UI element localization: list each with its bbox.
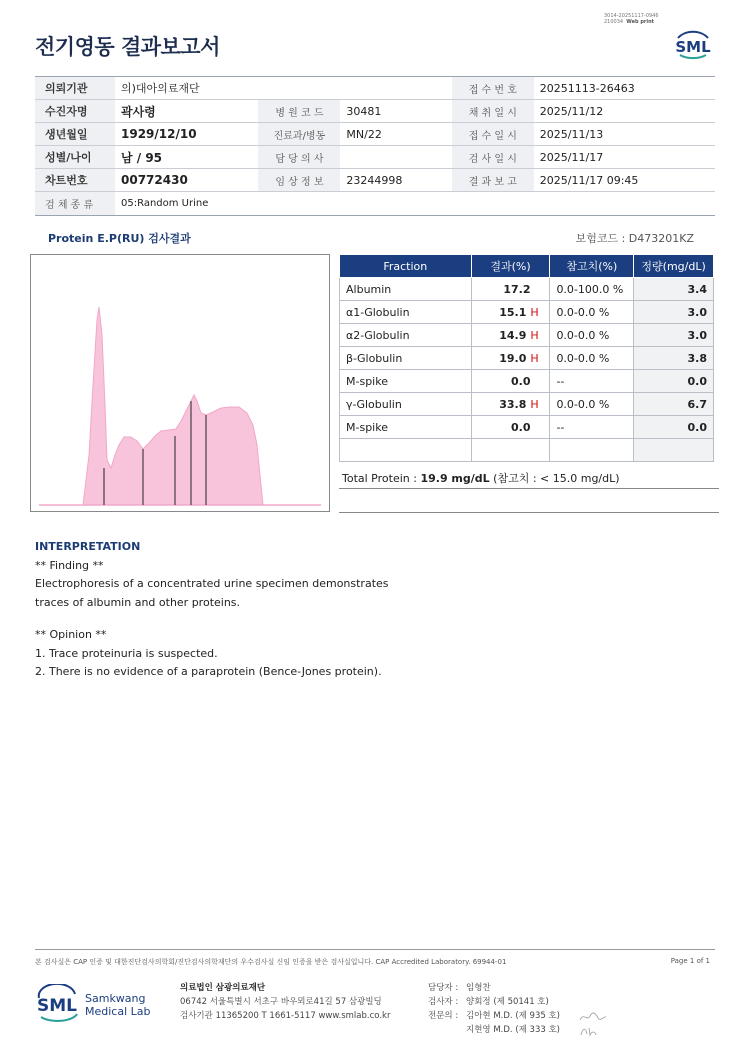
fraction-result-cell: [471, 416, 550, 439]
fraction-result-cell: [471, 301, 550, 324]
sml-logo: [672, 26, 714, 62]
opinion-heading: ** Opinion **: [35, 628, 107, 641]
fraction-result: 33.8: [499, 397, 527, 411]
insurance-code: 보험코드 : D473201KZ: [575, 232, 694, 245]
info-row: [35, 146, 715, 169]
col-header-reference: 참고치(%): [550, 255, 634, 278]
fraction-name: Albumin: [340, 278, 472, 301]
staff-name: 지현영 M.D. (제 333 호): [466, 1025, 561, 1035]
web-print-label: Web print: [626, 19, 655, 25]
info-value: 1929/12/10: [115, 123, 258, 146]
samkwang-logo-mark: SML: [37, 996, 77, 1016]
densitometry-curve: [39, 307, 321, 505]
staff-role: [428, 1023, 466, 1037]
staff-name: 김아현 M.D. (제 935 호): [466, 1011, 561, 1021]
fraction-amount: 3.4: [634, 278, 714, 301]
print-code-line1: 3014-20251117-0946: [604, 13, 659, 19]
info-value: 남 / 95: [115, 146, 258, 169]
accreditation-note: 본 검사실은 CAP 인증 및 대한진단검사의학회/진단검사의학재단의 우수검사실 신임 인증을 받은 검사실입니다. CAP Accredited Laboratory. 69944-01: [35, 958, 507, 966]
fraction-result: 0.0: [510, 420, 531, 434]
col-header-amount: 정량(mg/dL): [634, 255, 714, 278]
info-value: 2025/11/13: [534, 123, 715, 146]
page-number: Page 1 of 1: [670, 957, 710, 965]
fraction-result-cell: [471, 324, 550, 347]
info-row: [35, 123, 715, 146]
staff-role: 전문의 :: [428, 1011, 459, 1021]
info-label: 접 수 번 호: [452, 77, 534, 100]
interpretation: [35, 538, 389, 682]
info-row: [35, 192, 715, 216]
patient-info-table: [35, 76, 715, 216]
info-label: 성별/나이: [35, 146, 115, 169]
report-title: 전기영동 결과보고서: [35, 35, 220, 59]
info-value: 00772430: [115, 169, 258, 192]
fraction-row: [340, 393, 714, 416]
total-protein: [339, 470, 719, 489]
logo-name-line2: Medical Lab: [85, 1005, 151, 1018]
fraction-result: 14.9: [499, 328, 527, 342]
info-label: 검 사 일 시: [452, 146, 534, 169]
info-value: 2025/11/17 09:45: [534, 169, 715, 192]
fraction-result-cell: [471, 278, 550, 301]
fraction-result: 17.2: [503, 282, 531, 296]
fraction-row: [340, 416, 714, 439]
fraction-name: M-spike: [340, 416, 472, 439]
info-label: 차트번호: [35, 169, 115, 192]
fraction-amount: 0.0: [634, 416, 714, 439]
finding-heading: ** Finding **: [35, 558, 104, 572]
staff-role: 담당자 :: [428, 983, 459, 993]
finding-text: traces of albumin and other proteins.: [35, 595, 241, 609]
opinion-text: 2. There is no evidence of a paraprotein (Bence-Jones protein).: [35, 665, 382, 678]
fraction-result: 19.0: [499, 351, 527, 365]
organization-info: [180, 981, 390, 1023]
fraction-row: [340, 301, 714, 324]
samkwang-logo: [35, 984, 165, 1024]
print-code-line2: 210034: [604, 19, 624, 25]
fraction-amount: 3.0: [634, 301, 714, 324]
fraction-reference: --: [550, 416, 634, 439]
total-protein-label: Total Protein :: [342, 472, 421, 485]
signature-2: [578, 1024, 602, 1038]
sml-logo-text: SML: [675, 38, 711, 56]
fraction-flag: H: [530, 351, 539, 365]
total-protein-ref: (참고치 : < 15.0 mg/dL): [489, 472, 620, 485]
fraction-reference: 0.0-0.0 %: [550, 393, 634, 416]
fraction-row: [340, 347, 714, 370]
info-row: [35, 100, 715, 123]
fraction-name: α2-Globulin: [340, 324, 472, 347]
info-label: 결 과 보 고: [452, 169, 534, 192]
fraction-flag: H: [530, 305, 539, 319]
section-title: Protein E.P(RU) 검사결과: [48, 232, 191, 245]
fraction-result-cell: [471, 393, 550, 416]
fraction-name: M-spike: [340, 370, 472, 393]
info-value: 20251113-26463: [534, 77, 715, 100]
fraction-reference: 0.0-100.0 %: [550, 278, 634, 301]
fraction-row: [340, 324, 714, 347]
fraction-amount: 0.0: [634, 370, 714, 393]
finding-text: Electrophoresis of a concentrated urine specimen demonstrates: [35, 577, 389, 590]
opinion-text: 1. Trace proteinuria is suspected.: [35, 646, 218, 660]
info-label: 채 취 일 시: [452, 100, 534, 123]
info-value: 곽사령: [115, 100, 258, 123]
org-name: 의료법인 삼광의료재단: [180, 983, 266, 993]
info-value: 05:Random Urine: [115, 192, 715, 216]
col-header-fraction: Fraction: [340, 255, 472, 278]
staff-name: 임형찬: [466, 983, 491, 993]
info-label: 진료과/병동: [258, 123, 340, 146]
fraction-name: α1-Globulin: [340, 301, 472, 324]
fraction-flag: H: [530, 397, 539, 411]
fraction-name: γ-Globulin: [340, 393, 472, 416]
fraction-result: 15.1: [499, 305, 527, 319]
staff-info: [428, 981, 560, 1037]
fraction-row: [340, 278, 714, 301]
signature-1: [578, 1010, 608, 1024]
staff-role: 검사자 :: [428, 997, 459, 1007]
fraction-amount: 3.8: [634, 347, 714, 370]
total-protein-value: 19.9 mg/dL: [420, 472, 490, 485]
info-label: 병 원 코 드: [258, 100, 340, 123]
divider: [339, 512, 719, 513]
fraction-name: β-Globulin: [340, 347, 472, 370]
fraction-table: [339, 254, 714, 462]
info-value: MN/22: [340, 123, 451, 146]
fraction-header-row: [340, 255, 714, 278]
info-value: 2025/11/12: [534, 100, 715, 123]
org-contact: 검사기관 11365200 T 1661-5117 www.smlab.co.kr: [180, 1011, 391, 1021]
info-value: 의)대아의료재단: [115, 77, 452, 100]
info-label: 임 상 정 보: [258, 169, 340, 192]
fraction-amount: 6.7: [634, 393, 714, 416]
fraction-result: 0.0: [510, 374, 531, 388]
footer-divider: [35, 949, 715, 950]
info-value: 30481: [340, 100, 451, 123]
fraction-result-cell: [471, 370, 550, 393]
info-row: [35, 77, 715, 100]
info-label: 생년월일: [35, 123, 115, 146]
logo-name-line1: Samkwang: [85, 992, 146, 1005]
fraction-reference: --: [550, 370, 634, 393]
fraction-amount: 3.0: [634, 324, 714, 347]
staff-name: 양회정 (제 50141 호): [466, 997, 549, 1007]
org-address: 06742 서울특별시 서초구 바우뫼로41길 57 삼광빌딩: [180, 997, 382, 1007]
fraction-result-cell: [471, 347, 550, 370]
empty-row: [340, 439, 714, 462]
print-code: [604, 13, 659, 25]
info-value: 2025/11/17: [534, 146, 715, 169]
info-label: 검 체 종 류: [35, 192, 115, 216]
info-row: [35, 169, 715, 192]
electrophoresis-graph: [30, 254, 330, 512]
info-value: 23244998: [340, 169, 451, 192]
fraction-reference: 0.0-0.0 %: [550, 347, 634, 370]
info-label: 접 수 일 시: [452, 123, 534, 146]
fraction-flag: H: [530, 328, 539, 342]
info-value: [340, 146, 451, 169]
info-label: 수진자명: [35, 100, 115, 123]
fraction-row: [340, 370, 714, 393]
info-label: 의뢰기관: [35, 77, 115, 100]
col-header-result: 결과(%): [471, 255, 550, 278]
info-label: 담 당 의 사: [258, 146, 340, 169]
fraction-reference: 0.0-0.0 %: [550, 301, 634, 324]
fraction-reference: 0.0-0.0 %: [550, 324, 634, 347]
interpretation-heading: INTERPRETATION: [35, 540, 141, 553]
